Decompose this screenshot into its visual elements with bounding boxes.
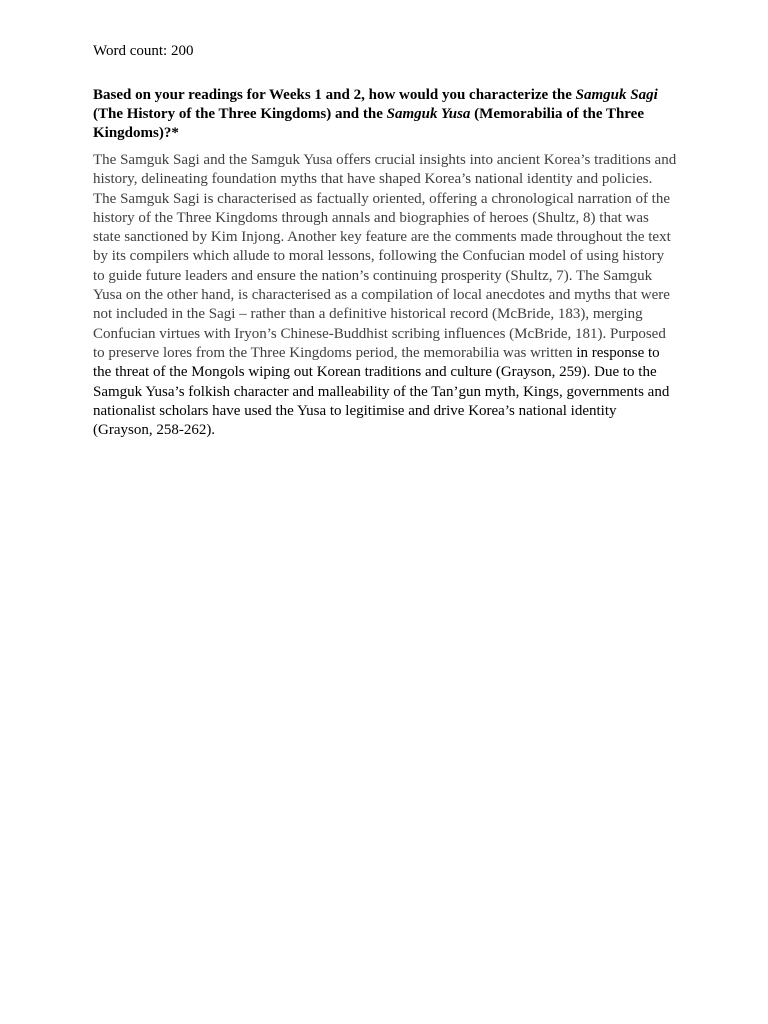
question-part-3: (Memorabilia of the Three Kingdoms)?* xyxy=(93,106,644,141)
word-count-label: Word count: 200 xyxy=(93,43,194,59)
question-title-samguk-yusa: Samguk Yusa xyxy=(386,106,471,122)
answer-text-grey: The Samguk Sagi and the Samguk Yusa offers crucial insights into ancient Korea’s traditions and history, delineating foundation myths that have shaped Korea’s national identity and policies. The Samguk Sagi is characterised as factually oriented, offering a chronological narration of the history of the Three Kingdoms through annals and biographies of heroes (Shultz, 8) that was state sanctioned by Kim Injong. Another key feature are the comments made throughout the text by its compilers which allude to moral lessons, following the Confucian model of using history to guide future leaders and ensure the nation’s continuing prosperity (Shultz, 7). The Samguk Yusa on the other hand, is characterised as a compilation of local anecdotes and myths that were not included in the Sagi – rather than a definitive historical record (McBride, 183), merging Confucian virtues with Iryon’s Chinese-Buddhist scribing influences (McBride, 181). Purposed to preserve lores from the Three Kingdoms period, the memorabilia was written xyxy=(93,152,677,361)
question-title-samguk-sagi: Samguk Sagi xyxy=(575,87,658,103)
document-page xyxy=(93,40,678,440)
question-part-1: Based on your readings for Weeks 1 and 2, how would you characterize the xyxy=(93,87,576,103)
answer-text-black: in response to the threat of the Mongols wiping out Korean traditions and culture (Grayson, 259). Due to the Samguk Yusa’s folkish character and malleability of the Tan’gun myth, Kings, governments and nationalist scholars have used the Yusa to legitimise and drive Korea’s national identity (Grayson, 258-262). xyxy=(93,344,670,439)
answer-paragraph xyxy=(93,151,678,440)
question-heading xyxy=(93,86,678,143)
question-part-2: (The History of the Three Kingdoms) and the xyxy=(93,106,387,122)
